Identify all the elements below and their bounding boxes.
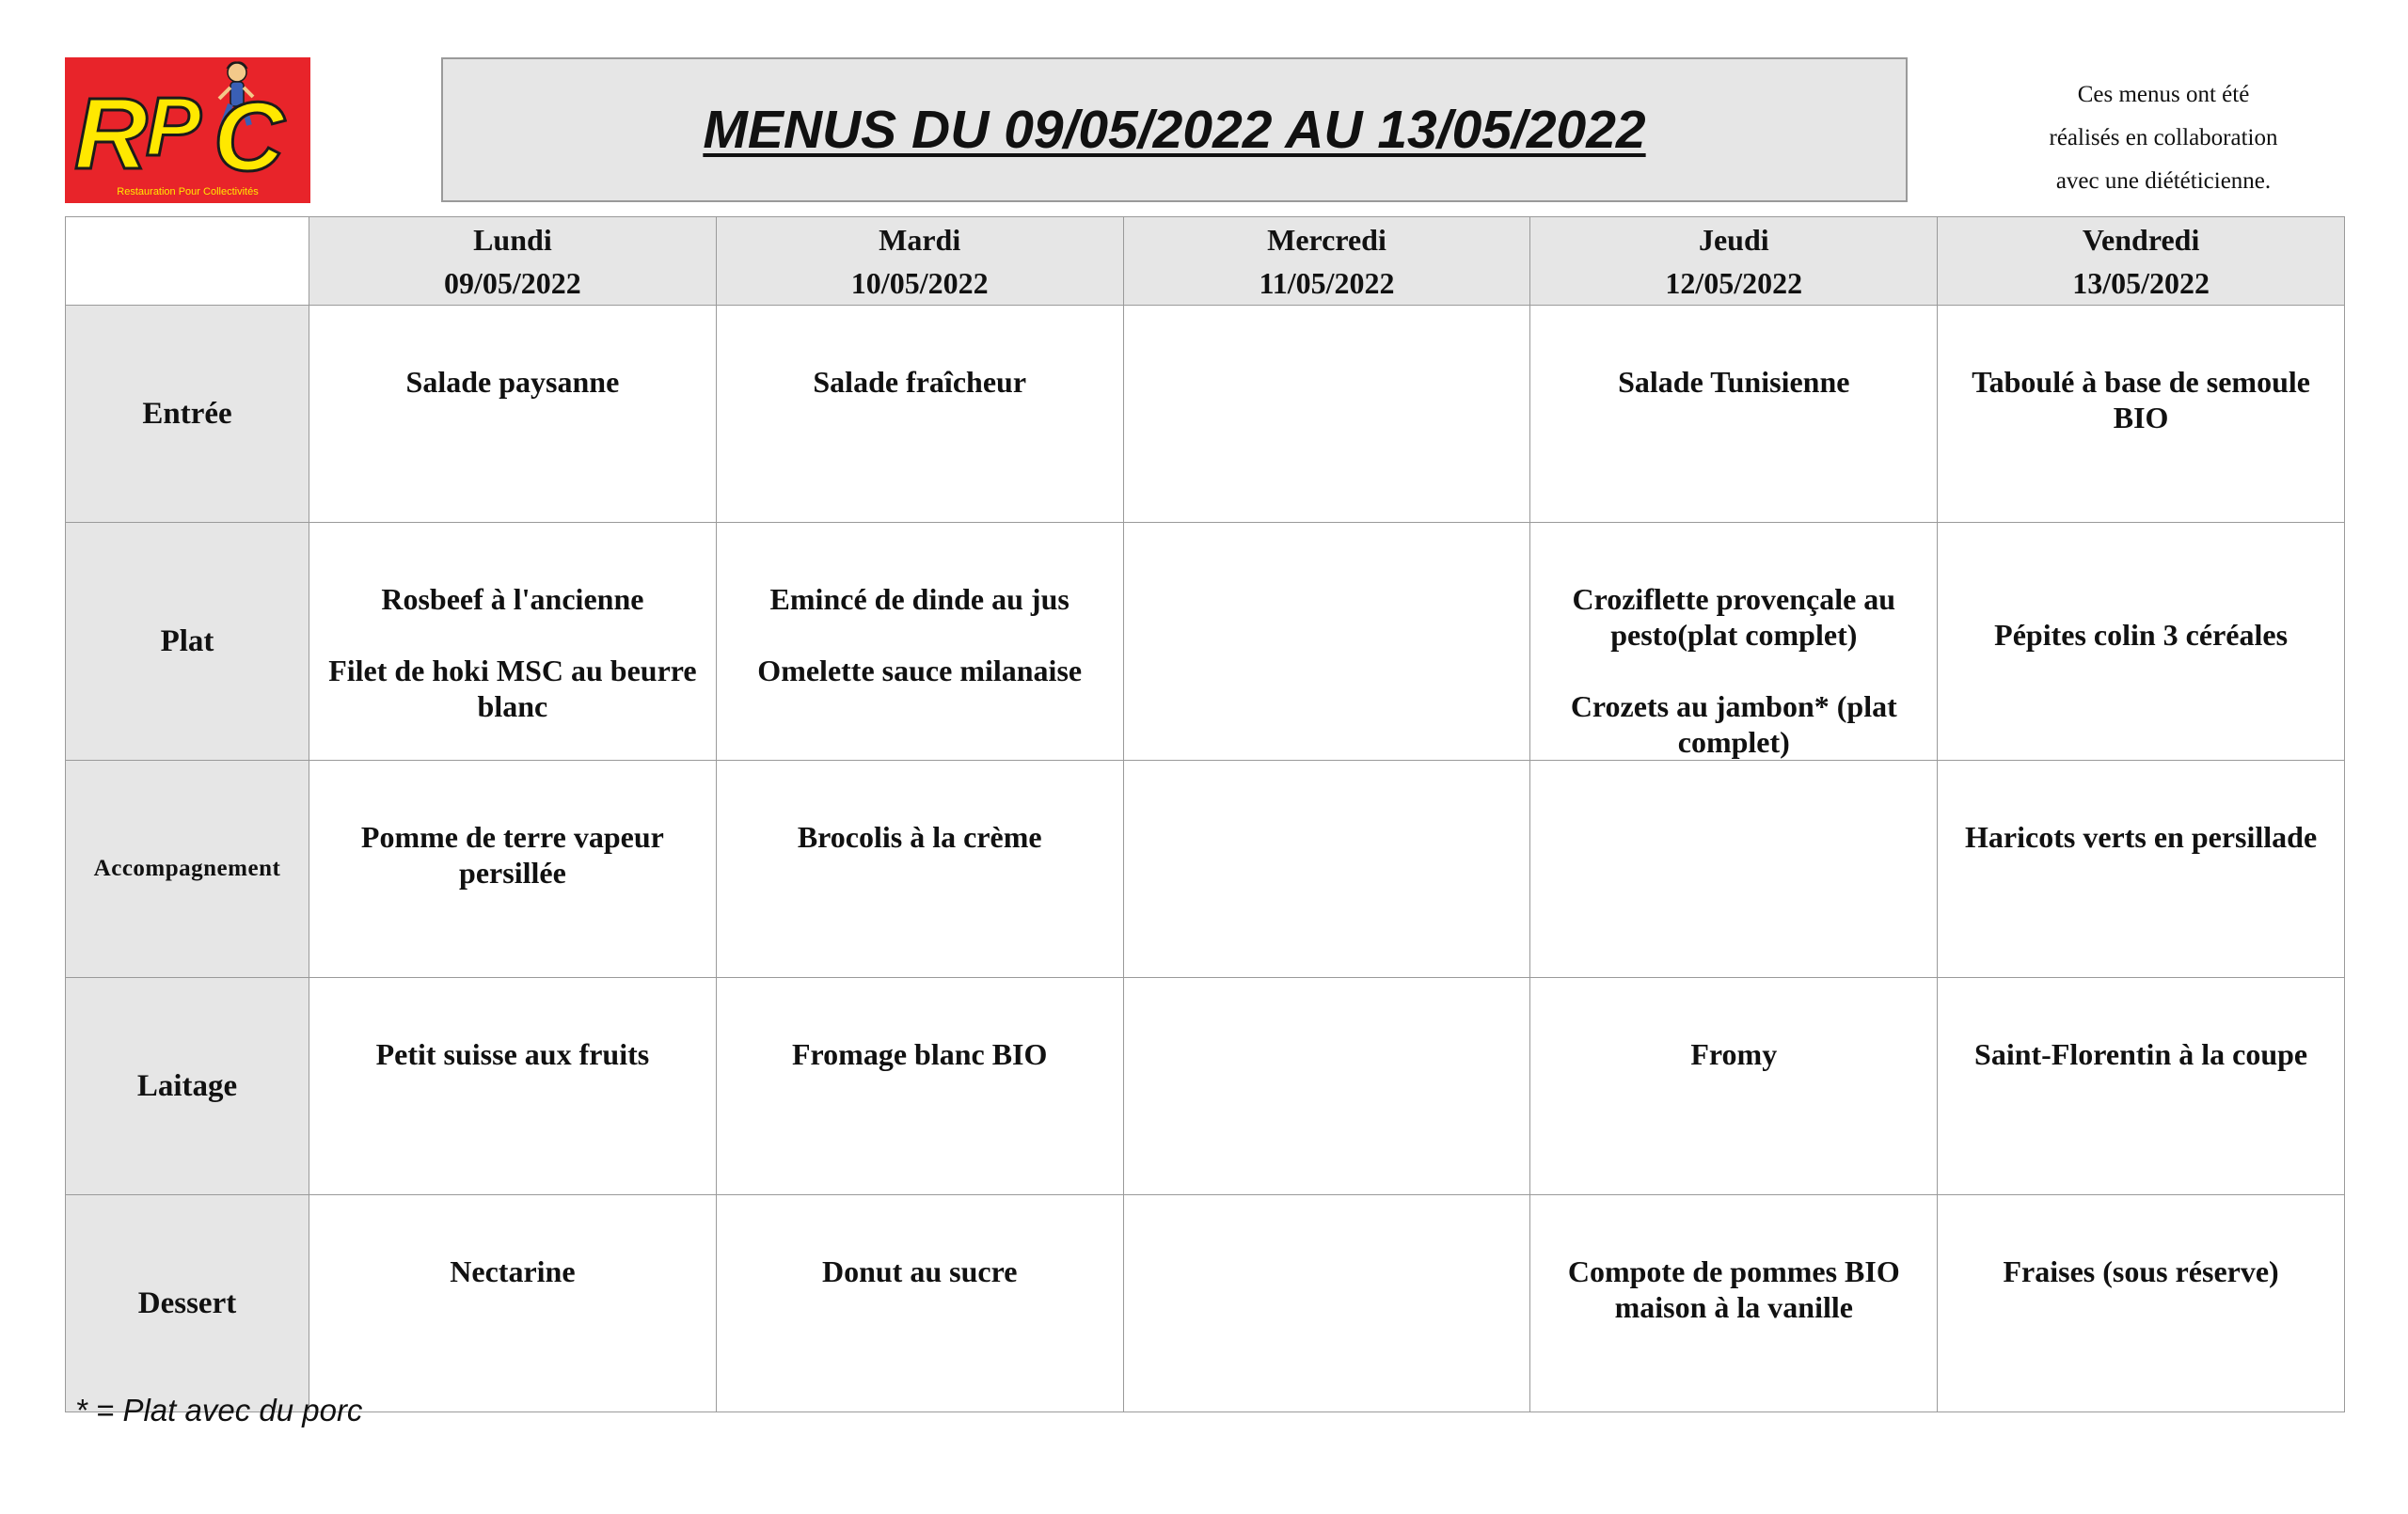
day-header-lundi	[309, 217, 717, 306]
menu-cell	[1938, 523, 2345, 761]
menu-table	[65, 216, 2345, 1412]
logo-letter-c: C	[214, 83, 285, 192]
row-label-plat: Plat	[66, 523, 309, 761]
dish: Taboulé à base de semoule BIO	[1972, 365, 2310, 434]
row-laitage	[66, 978, 2345, 1195]
day-date: 12/05/2022	[1665, 265, 1803, 300]
day-date: 13/05/2022	[2072, 265, 2210, 300]
row-label-accompagnement: Accompagnement	[66, 761, 309, 978]
dish: Fraises (sous réserve)	[2003, 1254, 2279, 1288]
corner-cell	[66, 217, 309, 306]
note-line: Ces menus ont été	[2077, 82, 2250, 107]
rpc-logo	[65, 57, 310, 203]
day-header-mercredi	[1123, 217, 1530, 306]
menu-cell	[716, 523, 1123, 761]
dish: Donut au sucre	[821, 1254, 1018, 1288]
row-label-entree: Entrée	[66, 306, 309, 523]
menu-cell	[1938, 978, 2345, 1195]
dish: Fromage blanc BIO	[791, 1037, 1048, 1071]
menu-cell	[1530, 1195, 1938, 1412]
menu-cell-empty	[1123, 523, 1530, 761]
dish: Compote de pommes BIO maison à la vanille	[1567, 1254, 1900, 1324]
dish: Crozets au jambon* (plat complet)	[1570, 689, 1897, 759]
menu-cell	[309, 1195, 717, 1412]
menu-cell-empty	[1123, 978, 1530, 1195]
dish: Salade Tunisienne	[1618, 365, 1850, 399]
day-date: 11/05/2022	[1259, 265, 1395, 300]
menu-cell-empty	[1530, 761, 1938, 978]
dietitian-note	[1956, 73, 2370, 203]
pork-footnote: * = Plat avec du porc	[75, 1393, 363, 1427]
dish: Pépites colin 3 céréales	[1994, 618, 2289, 652]
title-box	[441, 57, 1908, 202]
logo-letter-p: P	[146, 80, 201, 173]
menu-cell	[1938, 306, 2345, 523]
row-label-laitage: Laitage	[66, 978, 309, 1195]
day-header-jeudi	[1530, 217, 1938, 306]
day-date: 10/05/2022	[850, 265, 989, 300]
menu-cell	[716, 306, 1123, 523]
menu-cell	[716, 978, 1123, 1195]
dish: Saint-Florentin à la coupe	[1974, 1037, 2308, 1071]
days-header-row	[66, 217, 2345, 306]
day-name: Vendredi	[2082, 222, 2200, 257]
menu-cell	[1530, 523, 1938, 761]
logo-subtitle: Restauration Pour Collectivités	[117, 186, 259, 197]
dish: Croziflette provençale au pesto(plat complet)	[1572, 582, 1896, 652]
menu-cell	[1938, 1195, 2345, 1412]
logo-letter-r: R	[74, 76, 148, 190]
day-name: Lundi	[473, 222, 552, 257]
menu-cell	[716, 761, 1123, 978]
dish: Nectarine	[450, 1254, 576, 1288]
day-header-mardi	[716, 217, 1123, 306]
dish: Haricots verts en persillade	[1965, 820, 2318, 854]
menu-cell-empty	[1123, 306, 1530, 523]
menu-cell-empty	[1123, 1195, 1530, 1412]
dish: Salade paysanne	[405, 365, 620, 399]
menu-cell	[1938, 761, 2345, 978]
row-plat	[66, 523, 2345, 761]
row-entree	[66, 306, 2345, 523]
dish: Filet de hoki MSC au beurre blanc	[328, 654, 697, 723]
dish: Emincé de dinde au jus	[769, 582, 1069, 616]
menu-cell	[1530, 306, 1938, 523]
page-title: MENUS DU 09/05/2022 AU 13/05/2022	[703, 100, 1646, 160]
menu-cell	[309, 761, 717, 978]
row-dessert	[66, 1195, 2345, 1412]
menu-cell	[716, 1195, 1123, 1412]
dish: Fromy	[1690, 1037, 1778, 1071]
note-line: avec une diététicienne.	[2055, 168, 2272, 194]
dish: Pomme de terre vapeur persillée	[360, 820, 664, 890]
menu-cell	[1530, 978, 1938, 1195]
menu-cell-empty	[1123, 761, 1530, 978]
dish: Rosbeef à l'ancienne	[381, 582, 644, 616]
day-date: 09/05/2022	[444, 265, 581, 300]
dish: Salade fraîcheur	[813, 365, 1027, 399]
dish: Petit suisse aux fruits	[375, 1037, 650, 1071]
menu-cell	[309, 978, 717, 1195]
dish: Omelette sauce milanaise	[757, 654, 1083, 687]
day-header-vendredi	[1938, 217, 2345, 306]
menu-cell	[309, 306, 717, 523]
day-name: Jeudi	[1698, 222, 1769, 257]
row-label-dessert: Dessert	[66, 1195, 309, 1412]
row-accompagnement	[66, 761, 2345, 978]
day-name: Mardi	[879, 222, 961, 257]
day-name: Mercredi	[1267, 222, 1386, 257]
rpc-logo-graphic	[65, 57, 310, 203]
menu-cell	[309, 523, 717, 761]
note-line: réalisés en collaboration	[2049, 125, 2278, 150]
dish: Brocolis à la crème	[797, 820, 1042, 854]
